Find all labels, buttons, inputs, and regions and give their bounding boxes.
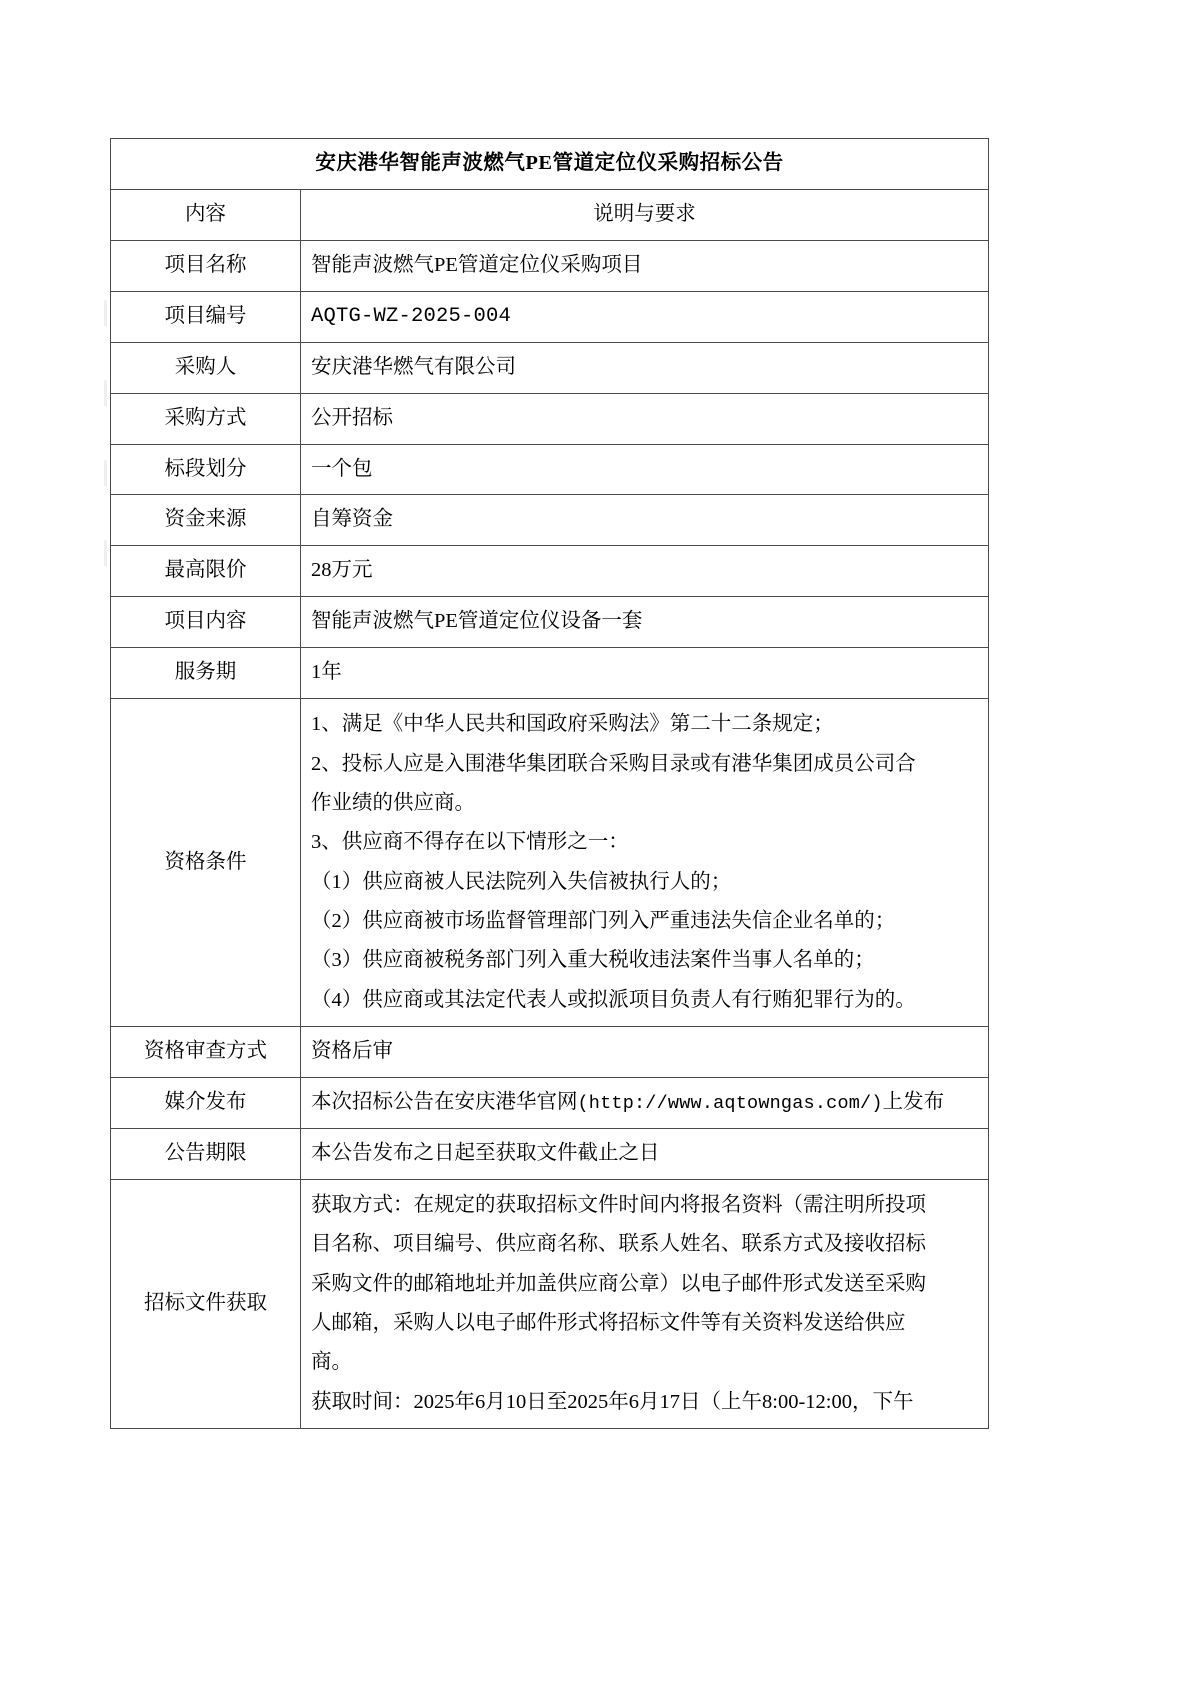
row-value-price-ceiling: 28万元 [301,546,989,597]
row-value-notice-period: 本公告发布之日起至获取文件截止之日 [301,1128,989,1179]
table-row [111,444,989,495]
table-row-title [111,139,989,190]
row-value-project-name: 智能声波燃气PE管道定位仪采购项目 [301,240,989,291]
row-label-lot-division: 标段划分 [111,444,301,495]
acquisition-line: 获取方式：在规定的获取招标文件时间内将报名资料（需注明所投项 [311,1193,926,1216]
qualification-line: 作业绩的供应商。 [311,791,475,814]
scan-edge-mark [104,540,107,566]
row-label-purchaser: 采购人 [111,342,301,393]
qualification-line: （1）供应商被人民法院列入失信被执行人的； [311,870,732,893]
column-header-description: 说明与要求 [301,189,989,240]
qualification-line: 3、供应商不得存在以下情形之一： [311,831,629,854]
row-label-notice-period: 公告期限 [111,1128,301,1179]
scan-edge-mark [104,460,107,486]
table-row [111,1128,989,1179]
acquisition-line: 商。 [311,1351,352,1374]
qualification-line: （2）供应商被市场监督管理部门列入严重违法失信企业名单的； [311,909,896,932]
row-value-review-method: 资格后审 [301,1027,989,1078]
row-value-qualification [301,699,989,1027]
table-row [111,1027,989,1078]
table-row [111,291,989,342]
column-header-content: 内容 [111,189,301,240]
acquisition-line: 获取时间：2025年6月10日至2025年6月17日（上午8:00-12:00，下午 [311,1390,914,1413]
row-label-price-ceiling: 最高限价 [111,546,301,597]
table-row-media [111,1077,989,1128]
row-value-funding-source: 自筹资金 [301,495,989,546]
row-label-project-content: 项目内容 [111,597,301,648]
qualification-line: 2、投标人应是入围港华集团联合采购目录或有港华集团成员公司合 [311,752,916,775]
row-value-purchaser: 安庆港华燃气有限公司 [301,342,989,393]
table-row-qualification [111,699,989,1027]
row-value-project-number: AQTG-WZ-2025-004 [301,291,989,342]
table-row [111,546,989,597]
table-row-header [111,189,989,240]
row-label-project-number: 项目编号 [111,291,301,342]
table-row [111,240,989,291]
media-url-text: (http://www.aqtowngas.com/) [577,1092,883,1114]
acquisition-line: 采购文件的邮箱地址并加盖供应商公章）以电子邮件形式发送至采购 [311,1272,926,1295]
table-row-document-acquisition [111,1179,989,1428]
table-row [111,597,989,648]
row-value-media-release [301,1077,989,1128]
row-label-funding-source: 资金来源 [111,495,301,546]
row-label-procurement-method: 采购方式 [111,393,301,444]
row-value-service-period: 1年 [301,648,989,699]
qualification-line: （3）供应商被税务部门列入重大税收违法案件当事人名单的； [311,949,875,972]
row-label-project-name: 项目名称 [111,240,301,291]
row-label-review-method: 资格审查方式 [111,1027,301,1078]
row-value-lot-division: 一个包 [301,444,989,495]
row-label-document-acquisition: 招标文件获取 [111,1179,301,1428]
document-title: 安庆港华智能声波燃气PE管道定位仪采购招标公告 [111,139,989,190]
row-value-project-content: 智能声波燃气PE管道定位仪设备一套 [301,597,989,648]
table-row [111,342,989,393]
qualification-line: 1、满足《中华人民共和国政府采购法》第二十二条规定； [311,713,834,736]
row-label-qualification: 资格条件 [111,699,301,1027]
table-row [111,648,989,699]
scan-edge-mark [104,380,107,406]
row-label-service-period: 服务期 [111,648,301,699]
acquisition-line: 人邮箱，采购人以电子邮件形式将招标文件等有关资料发送给供应 [311,1311,906,1334]
media-suffix-text: 上发布 [882,1090,945,1113]
row-value-procurement-method: 公开招标 [301,393,989,444]
row-value-document-acquisition [301,1179,989,1428]
announcement-table [110,138,989,1429]
table-row [111,495,989,546]
acquisition-line: 目名称、项目编号、供应商名称、联系人姓名、联系方式及接收招标 [311,1233,926,1256]
media-prefix-text: 本次招标公告在安庆港华官网 [311,1090,578,1113]
qualification-line: （4）供应商或其法定代表人或拟派项目负责人有行贿犯罪行为的。 [311,988,916,1011]
row-label-media-release: 媒介发布 [111,1077,301,1128]
table-row [111,393,989,444]
scan-edge-mark [104,300,107,326]
